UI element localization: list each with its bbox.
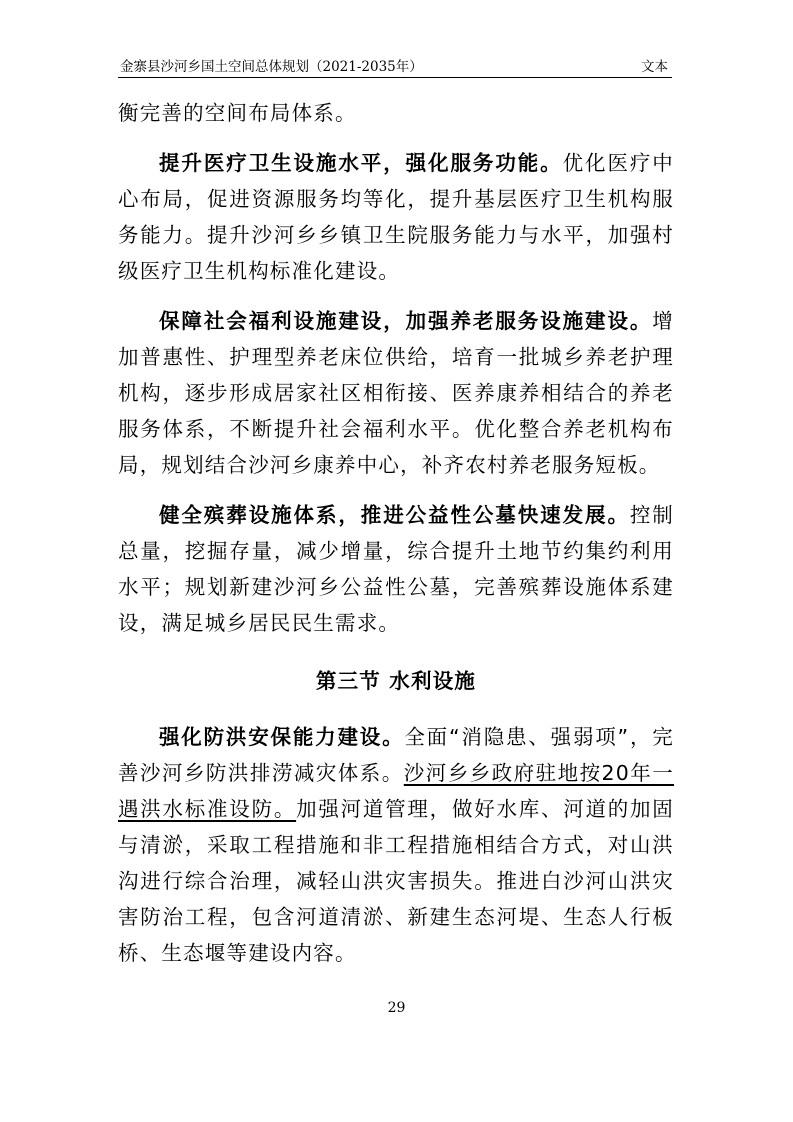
page-number: 29 xyxy=(387,1000,406,1016)
paragraph-lead: 强化防洪安保能力建设。 xyxy=(159,725,405,749)
section-heading: 第三节 水利设施 xyxy=(315,669,477,693)
page-body xyxy=(118,95,674,971)
paragraph-text: 全面“消隐患、强弱项”，完善沙河乡防洪排涝减灾体系。 xyxy=(118,725,674,785)
paragraph-lead: 健全殡葬设施体系，推进公益性公墓快速发展。 xyxy=(159,503,630,527)
page-header xyxy=(118,55,672,78)
paragraph-text: 加强河道管理，做好水库、河道的加固与清淤，采取工程措施和非工程措施相结合方式，对山洪沟进行综合治理，减轻山洪灾害损失。推进白沙河山洪灾害防治工程，包含河道清淤、新建生态河堤、生态人行板桥、生态堰等建设内容。 xyxy=(118,797,674,965)
header-title: 金寨县沙河乡国土空间总体规划（2021-2035年） xyxy=(120,59,423,75)
paragraph-continuation xyxy=(118,95,674,131)
paragraph-welfare xyxy=(118,303,674,483)
paragraph-text: 优化医疗中心布局，促进资源服务均等化，提升基层医疗卫生机构服务能力。提升沙河乡乡镇卫生院服务能力与水平，加强村级医疗卫生机构标准化建设。 xyxy=(118,151,674,283)
paragraph-medical xyxy=(118,145,674,289)
paragraph-funeral xyxy=(118,497,674,641)
paragraph-lead: 保障社会福利设施建设，加强养老服务设施建设。 xyxy=(159,309,653,333)
paragraph-text: 增加普惠性、护理型养老床位供给，培育一批城乡养老护理机构，逐步形成居家社区相衔接、医养康养相结合的养老服务体系，不断提升社会福利水平。优化整合养老机构布局，规划结合沙河乡康养中心，补齐农村养老服务短板。 xyxy=(118,309,674,477)
paragraph-text: 控制总量，挖掘存量，减少增量，综合提升土地节约集约利用水平；规划新建沙河乡公益性公墓，完善殡葬设施体系建设，满足城乡居民民生需求。 xyxy=(118,503,674,635)
paragraph-flood xyxy=(118,719,674,971)
header-doc-type: 文本 xyxy=(641,59,668,75)
paragraph-text: 衡完善的空间布局体系。 xyxy=(118,101,357,125)
paragraph-lead: 提升医疗卫生设施水平，强化服务功能。 xyxy=(159,151,563,175)
underlined-text: 沙河乡乡政府驻地按20年一遇洪水标准设防。 xyxy=(118,761,674,821)
